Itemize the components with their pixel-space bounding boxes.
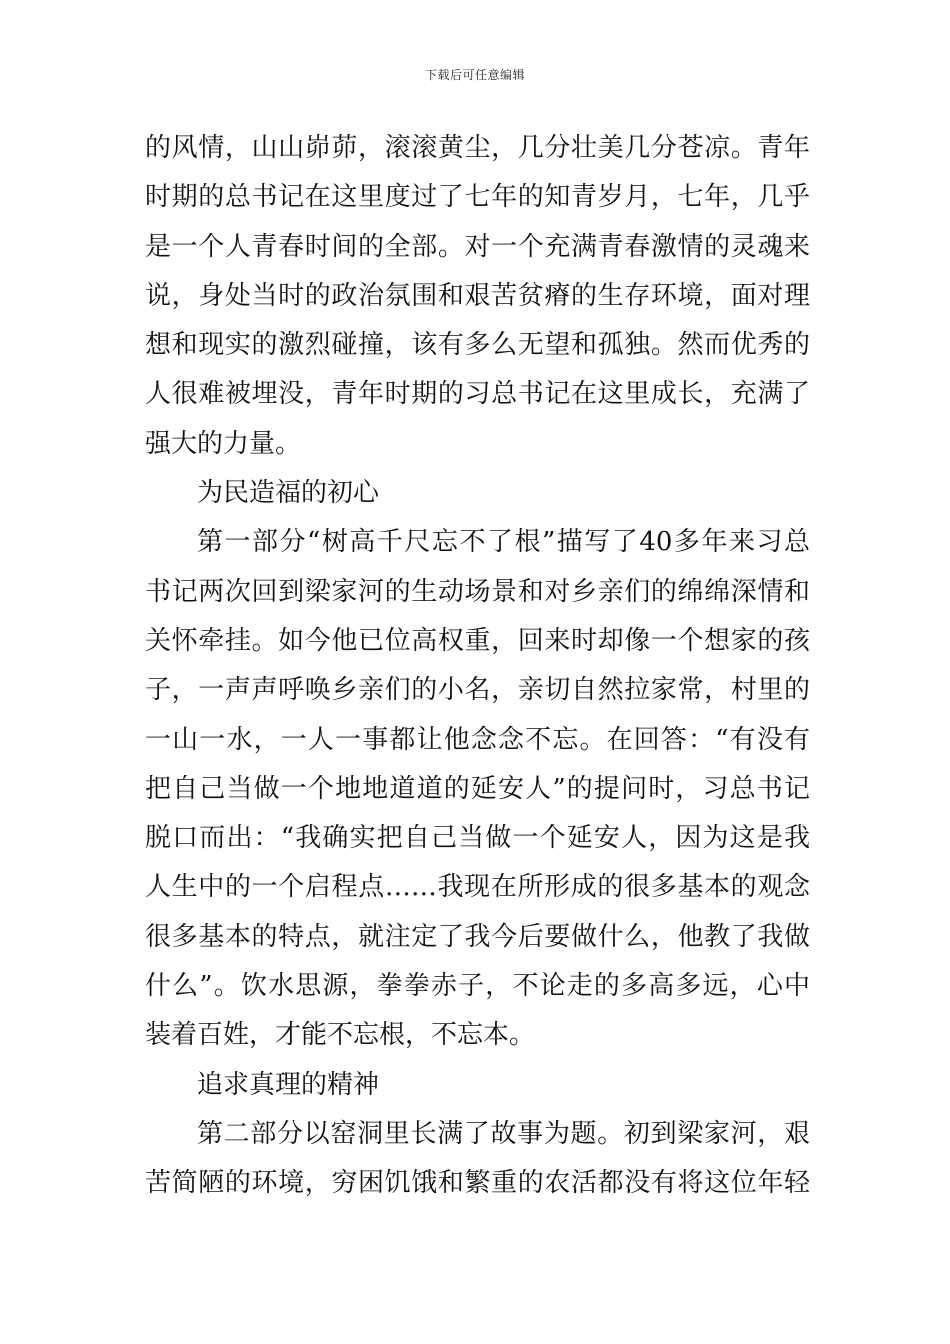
text-line: 时期的总书记在这里度过了七年的知青岁月，七年，几乎 [145, 182, 810, 213]
text-line: 的风情，山山峁茆，滚滚黄尘，几分壮美几分苍凉。青年 [145, 133, 810, 163]
text-line: 第一部分“树高千尺忘不了根”描写了40多年来习总 [197, 527, 810, 558]
text-line: 强大的力量。 [145, 428, 302, 459]
text-line: 想和现实的激烈碰撞，该有多么无望和孤独。然而优秀的 [145, 330, 810, 361]
text-line: 人生中的一个启程点……我现在所形成的很多基本的观念 [145, 872, 810, 903]
text-line: 人很难被埋没，青年时期的习总书记在这里成长，充满了 [145, 379, 810, 410]
text-line: 说，身处当时的政治氛围和艰苦贫瘠的生存环境，面对理 [145, 280, 810, 311]
text-line: 把自己当做一个地地道道的延安人”的提问时，习总书记 [145, 773, 810, 804]
text-line: 一山一水，一人一事都让他念念不忘。在回答：“有没有 [145, 724, 810, 755]
page-header: 下载后可任意编辑 [424, 68, 525, 82]
text-line: 书记两次回到梁家河的生动场景和对乡亲们的绵绵深情和 [145, 576, 810, 607]
text-line: 苦简陋的环境，穷困饥饿和繁重的农活都没有将这位年轻 [145, 1168, 810, 1199]
text-line: 脱口而出：“我确实把自己当做一个延安人，因为这是我 [145, 823, 810, 854]
section-heading: 为民造福的初心 [197, 478, 380, 509]
text-line: 装着百姓，才能不忘根，不忘本。 [145, 1020, 536, 1051]
text-line: 什么”。饮水思源，拳拳赤子，不论走的多高多远，心中 [145, 971, 810, 1002]
document-body [145, 124, 810, 1209]
section-heading: 追求真理的精神 [197, 1069, 380, 1100]
text-line: 很多基本的特点，就注定了我今后要做什么，他教了我做 [145, 921, 810, 952]
text-line: 子，一声声呼唤乡亲们的小名，亲切自然拉家常，村里的 [145, 675, 810, 706]
text-line: 第二部分以窑洞里长满了故事为题。初到梁家河，艰 [197, 1118, 810, 1149]
text-line: 是一个人青春时间的全部。对一个充满青春激情的灵魂来 [145, 231, 810, 262]
text-line: 关怀牵挂。如今他已位高权重，回来时却像一个想家的孩 [145, 625, 810, 656]
